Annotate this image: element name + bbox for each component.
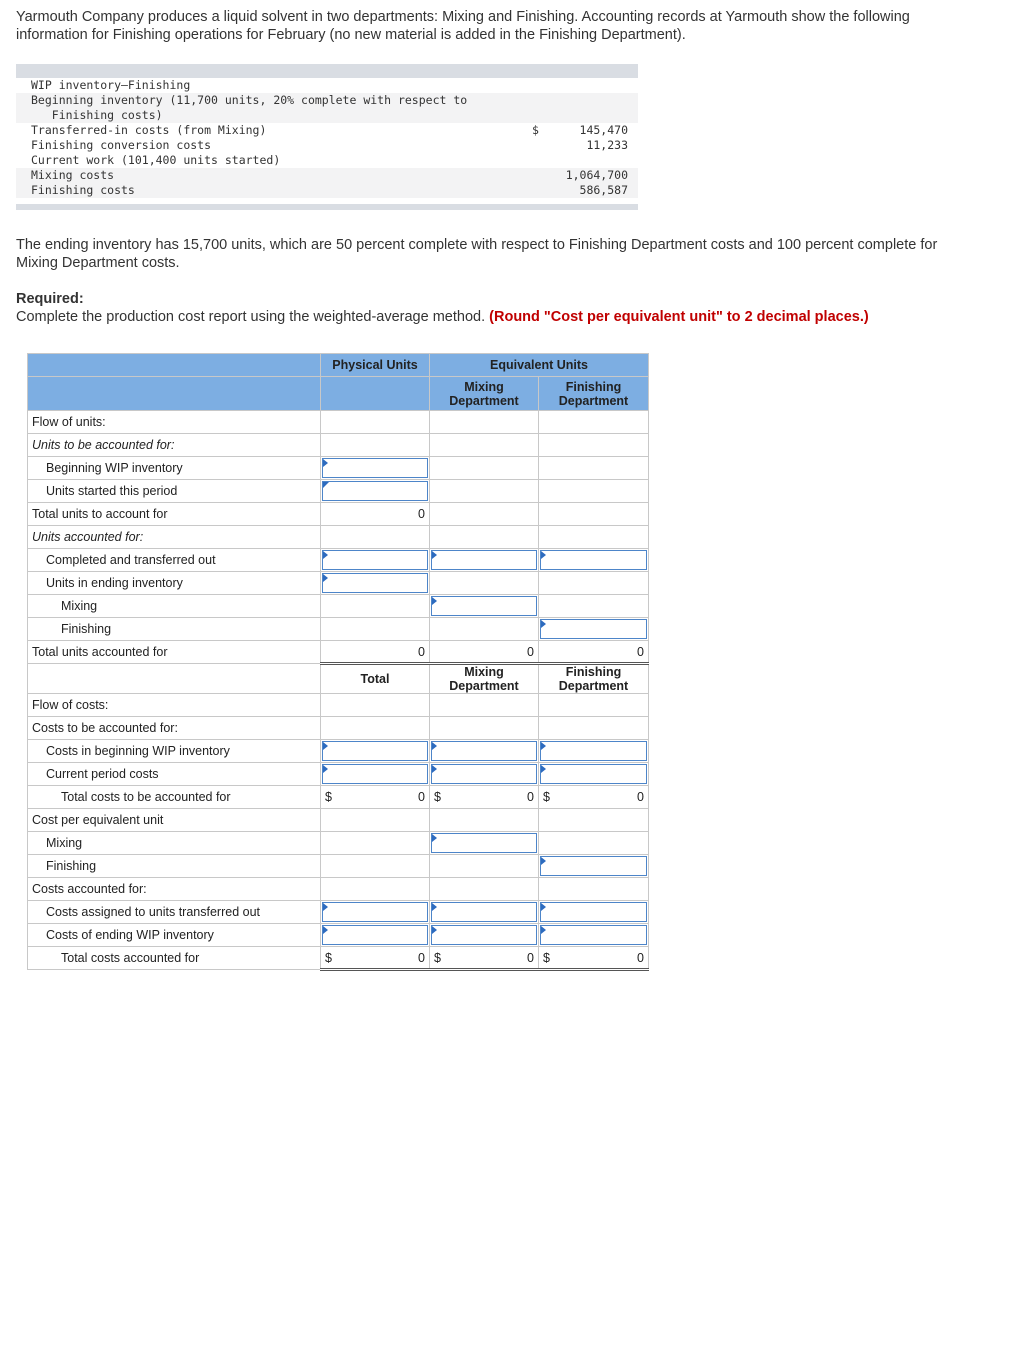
current-period-costs-label: Current period costs	[28, 763, 321, 786]
costs-current-finishing-input[interactable]	[539, 763, 649, 786]
ending-inventory-physical-input[interactable]	[321, 572, 430, 595]
ending-wip-mixing-input[interactable]	[430, 924, 539, 947]
total-costs-accounted-finishing: 0	[637, 950, 644, 965]
info-table	[16, 64, 638, 210]
ending-wip-total-input[interactable]	[321, 924, 430, 947]
completed-finishing-input[interactable]	[539, 549, 649, 572]
info-table-bottom-bar	[16, 204, 638, 210]
currency-symbol: $	[434, 790, 441, 804]
header-finishing-department: Finishing Department	[539, 377, 649, 411]
info-table-top-bar	[16, 64, 638, 78]
costs-accounted-for-label: Costs accounted for:	[28, 878, 321, 901]
total-units-accounted-physical: 0	[321, 641, 430, 664]
costs-beginning-wip-label: Costs in beginning WIP inventory	[28, 740, 321, 763]
transferred-out-finishing-input[interactable]	[539, 901, 649, 924]
ending-mixing-eu-input[interactable]	[430, 595, 539, 618]
units-started-label: Units started this period	[28, 480, 321, 503]
flow-of-costs-label: Flow of costs:	[28, 694, 321, 717]
completed-transferred-label: Completed and transferred out	[28, 549, 321, 572]
currency-symbol: $	[325, 790, 332, 804]
info-row: Current work (101,400 units started)	[31, 153, 281, 167]
ending-finishing-label: Finishing	[28, 618, 321, 641]
costs-ending-wip-label: Costs of ending WIP inventory	[28, 924, 321, 947]
info-row: Beginning inventory (11,700 units, 20% complete with respect to	[16, 93, 638, 108]
total-costs-to-account-finishing: 0	[637, 790, 644, 804]
units-to-be-accounted-label: Units to be accounted for:	[28, 434, 321, 457]
header-mixing-department: Mixing Department	[430, 377, 539, 411]
costs-transferred-out-label: Costs assigned to units transferred out	[28, 901, 321, 924]
info-row: Finishing costs)	[16, 108, 638, 123]
total-units-to-account-label: Total units to account for	[28, 503, 321, 526]
ending-mixing-label: Mixing	[28, 595, 321, 618]
beginning-wip-units-label: Beginning WIP inventory	[28, 457, 321, 480]
total-units-accounted-finishing: 0	[539, 641, 649, 664]
total-costs-accounted-total: 0	[418, 950, 425, 965]
total-costs-accounted-label: Total costs accounted for	[28, 947, 321, 970]
costs-current-total-input[interactable]	[321, 763, 430, 786]
units-accounted-for-label: Units accounted for:	[28, 526, 321, 549]
costs-beginning-mixing-input[interactable]	[430, 740, 539, 763]
currency-symbol: $	[434, 950, 441, 965]
total-units-accounted-mixing: 0	[430, 641, 539, 664]
info-row: Transferred-in costs (from Mixing) $ 145,470	[31, 123, 628, 137]
ending-inventory-paragraph: The ending inventory has 15,700 units, which are 50 percent complete with respect to Finishing Department costs and 100 percent complete for Mixing Department costs.	[16, 237, 938, 271]
header-equivalent-units: Equivalent Units	[430, 354, 649, 377]
production-cost-report	[27, 353, 648, 971]
total-units-to-account-value: 0	[321, 503, 430, 526]
transferred-out-mixing-input[interactable]	[430, 901, 539, 924]
cost-per-eu-mixing-label: Mixing	[28, 832, 321, 855]
total-costs-to-account-mixing: 0	[527, 790, 534, 804]
currency-symbol: $	[325, 950, 332, 965]
total-units-accounted-label: Total units accounted for	[28, 641, 321, 664]
total-costs-to-account-total: 0	[418, 790, 425, 804]
header-physical-units: Physical Units	[321, 354, 430, 377]
header-mixing-department-costs: Mixing Department	[430, 664, 539, 694]
info-row: Mixing costs 1,064,700	[16, 168, 638, 183]
completed-mixing-input[interactable]	[430, 549, 539, 572]
required-section	[16, 290, 996, 326]
costs-beginning-total-input[interactable]	[321, 740, 430, 763]
ending-wip-finishing-input[interactable]	[539, 924, 649, 947]
costs-to-be-accounted-label: Costs to be accounted for:	[28, 717, 321, 740]
header-finishing-department-costs: Finishing Department	[539, 664, 649, 694]
cost-per-eu-label: Cost per equivalent unit	[28, 809, 321, 832]
required-text: Complete the production cost report using the weighted-average method.	[16, 309, 486, 325]
transferred-out-total-input[interactable]	[321, 901, 430, 924]
completed-physical-input[interactable]	[321, 549, 430, 572]
currency-symbol: $	[543, 790, 550, 804]
cost-per-eu-mixing-input[interactable]	[430, 832, 539, 855]
info-row: WIP inventory—Finishing	[31, 78, 191, 92]
ending-finishing-eu-input[interactable]	[539, 618, 649, 641]
problem-intro: Yarmouth Company produces a liquid solvent in two departments: Mixing and Finishing. Accounting records at Yarmouth show the following information for Finishing operations for February (no new material is added in the Finishing Department).	[16, 9, 910, 43]
ending-inventory-units-label: Units in ending inventory	[28, 572, 321, 595]
info-row: Finishing conversion costs 11,233	[31, 138, 628, 152]
units-started-physical-input[interactable]	[321, 480, 430, 503]
flow-of-units-label: Flow of units:	[28, 411, 321, 434]
rounding-note: (Round "Cost per equivalent unit" to 2 decimal places.)	[489, 309, 869, 325]
currency-symbol: $	[543, 950, 550, 965]
total-costs-accounted-mixing: 0	[527, 950, 534, 965]
costs-current-mixing-input[interactable]	[430, 763, 539, 786]
info-row: Finishing costs 586,587	[16, 183, 638, 198]
header-total: Total	[321, 664, 430, 694]
beginning-wip-physical-input[interactable]	[321, 457, 430, 480]
cost-per-eu-finishing-label: Finishing	[28, 855, 321, 878]
costs-beginning-finishing-input[interactable]	[539, 740, 649, 763]
total-costs-to-account-label: Total costs to be accounted for	[28, 786, 321, 809]
required-label: Required:	[16, 291, 84, 307]
cost-per-eu-finishing-input[interactable]	[539, 855, 649, 878]
